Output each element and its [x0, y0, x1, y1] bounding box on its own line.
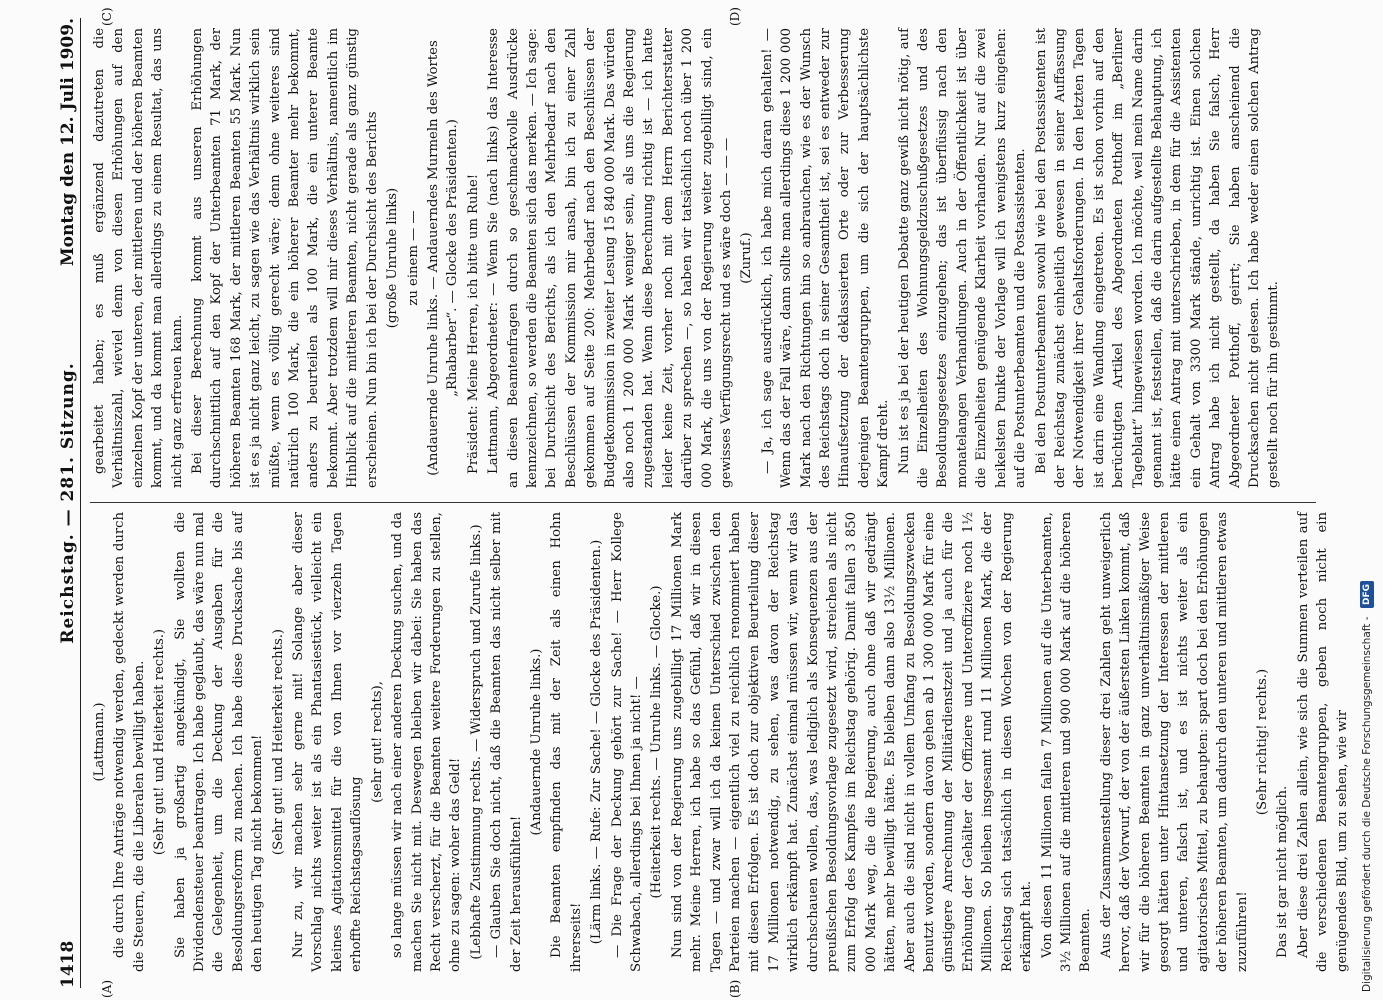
left-column [90, 512, 1350, 972]
paragraph: Sie haben ja großartig angekündigt, Sie wollten die Dividendensteuer beantragen. Ich habe geglaubt, das wäre nun mal die Gelegenheit, um die Deckung der Ausgaben für die Besoldungsreform zu machen. Ich habe diese Drucksache bis auf den heutigen Tag nicht bekommen! [172, 512, 266, 972]
paragraph: zu einem — — [405, 210, 421, 306]
session-date: Montag den 12. Juli 1909. [58, 18, 78, 267]
paragraph: (Lattmann.) [92, 702, 107, 782]
paragraph: Bei den Postunterbeamten sowohl wie bei den Postassistenten ist der Reichstag zunächst einheitlich gewesen in seiner Auffassung der Notwendigkeit ihrer Gehaltsforderungen. In den letzten Tagen ist darin eine Wandlung eingetreten. Es ist schon vorhin auf den berüchtigten Artikel des Abgeordneten Potthoff im „Berliner Tageblatt“ hingewiesen worden. Ich möchte, weil mein Name darin genannt ist, feststellen, daß die darin aufgestellte Behauptung, ich hätte einen Antrag mit unterschrieben, in dem für die Assistenten ein Gehalt von 3300 Mark stände, unrichtig ist. Einen solchen Antrag habe ich nicht gestellt, da haben Sie falsch, Herr Abgeordneter Potthoff, geirrt; Sie haben anscheinend die Drucksachen nicht gelesen. Ich habe weder einen solchen Antrag gestellt noch für ihn gestimmt. [1033, 28, 1282, 488]
margin-mark-a: (A) [100, 979, 114, 998]
page-number: 1418 [58, 940, 78, 988]
paragraph: die durch Ihre Anträge notwendig werden, gedeckt werden durch die Steuern, die die Liberalen bewilligt haben. [112, 512, 147, 972]
paragraph: (Sehr gut! und Heiterkeit rechts.) [270, 628, 286, 856]
paragraph: Aber diese drei Zahlen allein, wie sich die Summen verteilen auf die verschiedenen Beamtengruppen, geben noch nicht ein genügendes Bild, um zu sehen, wie wir [1295, 512, 1350, 972]
paragraph: gearbeitet haben; es muß ergänzend dazutreten die Verhältniszahl, wieviel denn von diesen Erhöhungen auf den einzelnen Kopf der unteren, der mittleren und der höheren Beamten kommt, und da kommt man allerdings zu einem Resultat, das uns nicht ganz erfreuen kann. [92, 28, 185, 488]
paragraph: (Sehr gut! und Heiterkeit rechts.) [152, 628, 168, 856]
dfg-logo: DFG [1360, 581, 1374, 608]
paragraph: (Andauernde Unruhe links. — Andauerndes Murmeln des Wortes „Rhabarber“. — Glocke des Präsidenten.) [425, 40, 461, 476]
paragraph: (sehr gut! rechts), [369, 681, 385, 803]
right-column [90, 28, 1316, 488]
document-page [38, 0, 1350, 1000]
paragraph: (Heiterkeit rechts. — Unruhe links. — Glocke.) [649, 585, 665, 899]
paragraph: (große Unruhe links) [385, 187, 401, 329]
paragraph: — Ja, ich sage ausdrücklich, ich habe mich daran gehalten! — Wenn das der Fall wäre, dann sollte man allerdings diese 1 200 000 Mark nach den Richtungen hin so anbrauchen, wie es der Wunsch des Reichstags doch in seiner Gesamtheit ist, sei es entweder zur Hinaufsetzung der deklassierten Orte oder zur Verbesserung derjenigen Beamtengruppen, um die sich der hauptsächlichste Kampf dreht. [759, 28, 892, 488]
page-header [44, 18, 84, 988]
paragraph: Das ist gar nicht möglich. [1275, 785, 1291, 958]
paragraph: Bei dieser Berechnung kommt aus unseren Erhöhungen durchschnittlich auf den Kopf der Unterbeamten 71 Mark, der höheren Beamten 168 Mark, der mittleren Beamten 55 Mark. Nun ist es ja nicht ganz leicht, zu sagen wie das Verhältnis wirklich sein müßte, wenn es völlig gerecht wäre; denn ohne weiteres sind natürlich 100 Mark, die ein höherer Beamter mehr bekommt, anders zu beurteilen als 100 Mark, die ein unterer Beamte bekommt. Aber trotzdem will mir dieses Verhältnis, namentlich im Hinblick auf die mittleren Beamten, nicht gerade als ganz günstig erscheinen. Nun bin ich bei der Durchsicht des Berichts [190, 28, 380, 488]
column-divider [90, 502, 1316, 503]
session-title: Reichstag. — 281. Sitzung. [58, 362, 78, 644]
paragraph: (Lärm links. — Rufe: Zur Sache! — Glocke des Präsidenten.) [589, 539, 605, 945]
paragraph: Lattmann, Abgeordneter: — Wenn Sie (nach links) das Interesse an diesen Beamtenfragen durch so geschmackvolle Ausdrücke kennzeichnen, so werden die Beamten sich das merken. — Ich sage: bei Durchsicht des Berichts, als ich den Mehrbedarf nach den Beschlüssen der Kommission mir ansah, bin ich zu einer Zahl gekommen auf Seite 200: Mehrbedarf nach den Beschlüssen der Budgetkommission in zweiter Lesung 15 840 000 Mark. Das würden also noch 1 200 000 Mark weniger sein, als uns die Regierung zugestanden hat. Wenn diese Berechnung richtig ist — ich hatte leider keine Zeit, vorher noch mit dem Herrn Berichterstatter darüber zu sprechen —, so haben wir tatsächlich noch über 1 200 000 Mark, die uns von der Regierung weiter zugebilligt sind, ein gewisses Verfügungsrecht und es wäre doch — — — [486, 28, 734, 488]
paragraph: Nur zu, wir machen sehr gerne mit! Solange aber dieser Vorschlag nichts weiter ist als ein Phantasiestück, vielleicht ein kleines Agitationsmittel für die von Ihnen vor vierzehn Tagen erhoffte Reichstagsauflösung [291, 512, 365, 972]
paragraph: (Sehr richtig! rechts.) [1254, 668, 1270, 816]
paragraph: — Die Frage der Deckung gehört zur Sache! — Herr Kollege Schwabach, allerdings bei Ihnen ja nicht! — [609, 512, 644, 972]
paragraph: Nun sind von der Regierung uns zugebilligt 17 Millionen Mark mehr. Meine Herren, ich habe so das Gefühl, daß wir in diesen Tagen — und zwar will ich da keinen Unterschied zwischen den Parteien machen — eigentlich viel zu reichlich renommiert haben mit diesen Erfolgen. Es ist doch zur objektiven Beurteilung dieser 17 Millionen notwendig, zu sehen, was davon der Reichstag wirklich erkämpft hat. Zunächst einmal müssen wir, wenn wir das durchschauen wollen, das, was lediglich als Konsequenzen aus der preußischen Besoldungsvorlage zugesetzt wird, streichen als nicht zum Erfolg des Kampfes im Reichstag gehörig. Damit fallen 3 850 000 Mark weg, die die Regierung, auch ohne daß wir gedrängt hätten, mehr bewilligt hätte. Es bleiben dann also 13½ Millionen. Aber auch die sind nicht in vollem Umfang zu Besoldungszwecken benutzt worden, sondern davon gehen ab 1 300 000 Mark für eine günstigere Anrechnung der Militärdienstzeit und ja auch für die Erhöhung der Gehälter der Offiziere und Unteroffiziere noch 1½ Millionen. So bleiben insgesamt rund 11 Millionen Mark, die der Reichstag sich tatsächlich in diesen Wochen von der Regierung erkämpft hat. [669, 512, 1035, 972]
paragraph: Von diesen 11 Millionen fallen 7 Millionen auf die Unterbeamten, 3½ Millionen auf die mittleren und 900 000 Mark auf die höheren Beamten. [1039, 512, 1094, 972]
header-rule [80, 18, 81, 988]
paragraph: Nun ist es ja bei der heutigen Debatte ganz gewiß nicht nötig, auf die Einzelheiten des Wohnungsgeldzuschußgesetzes und des Besoldungsgesetzes einzugehen; das ist überflüssig nach den monatelangen Verhandlungen. Auch in der Öffentlichkeit ist über die Einzelheiten genügende Klarheit vorhanden. Nur auf die zwei heikelsten Punkte der Vorlage will ich wenigstens kurz eingehen: auf die Postunterbeamten und die Postassistenten. [896, 28, 1029, 488]
paragraph: (Lebhafte Zustimmung rechts. — Widerspruch und Zurufe links.) [468, 524, 484, 960]
paragraph: (Zuruf.) [739, 232, 755, 284]
margin-mark-c: (C) [100, 7, 114, 26]
paragraph: — Glauben Sie doch nicht, daß die Beamten das nicht selber mit der Zeit herausfühlten! [489, 512, 524, 972]
paragraph: (Andauernde Unruhe links.) [528, 648, 544, 836]
paragraph: Aus der Zusammenstellung dieser drei Zahlen geht unweigerlich hervor, daß der Vorwurf, der von der äußersten Linken kommt, daß wir für die höheren Beamten in ganz unverhältnismäßiger Weise gesorgt hätten unter Hintansetzung der Interessen der mittleren und unteren, falsch ist, und es ist nichts weiter als ein agitatorisches Mittel, zu behaupten: spart doch bei den Erhöhungen der höheren Beamten, um dadurch den unteren und mittleren etwas zuzuführen! [1098, 512, 1250, 972]
paragraph: Die Beamten empfinden das mit der Zeit als einen Hohn ihrerseits! [549, 512, 584, 972]
paragraph: so lange müssen wir nach einer anderen Deckung suchen, und da machen Sie nicht mit. Deswegen bleiben wir dabei: Sie haben das Recht verscherzt, für die Beamten weitere Forderungen zu stellen, ohne zu sagen: woher das Geld! [390, 512, 464, 972]
paragraph: Präsident: Meine Herren, ich bitte um Ruhe! [465, 173, 481, 474]
margin-mark-d: (D) [728, 7, 742, 26]
margin-mark-b: (B) [728, 979, 742, 998]
credit-text: Digitalisierung gefördert durch die Deutsche Forschungsgemeinschaft - [1361, 616, 1373, 992]
digitization-credit [1357, 8, 1377, 992]
